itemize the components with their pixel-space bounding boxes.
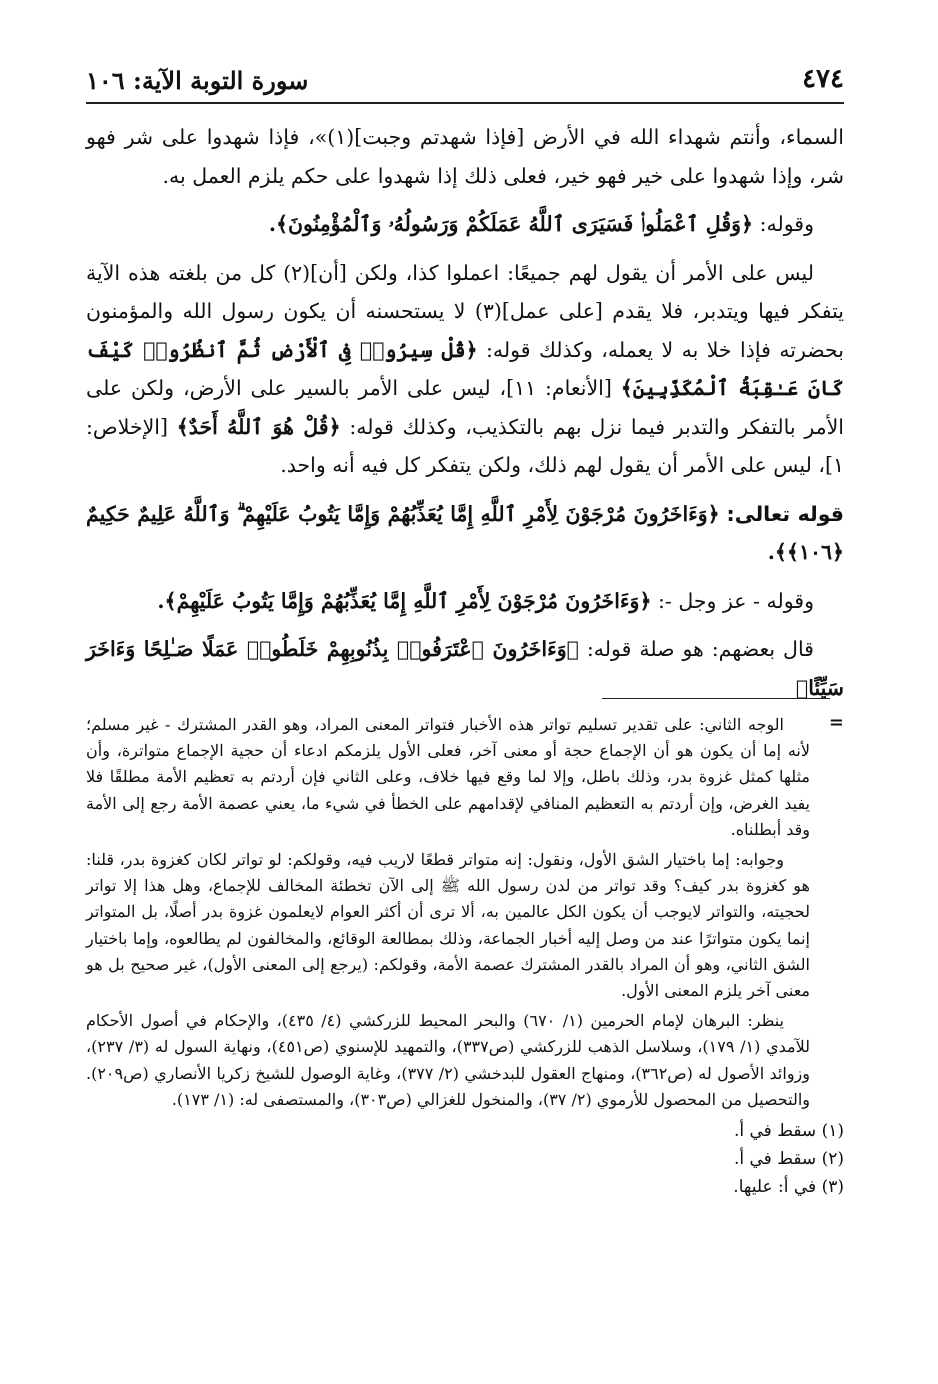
quran-verse-2: ﴿قُلْ سِيرُوا۟ فِى ٱلْأَرْضِ ثُمَّ ٱنظُرُوا۟ كَيْفَ كَانَ عَـٰقِبَةُ ٱلْمُكَذِّبِينَ﴾ (86, 337, 844, 400)
page-header (86, 58, 844, 104)
paragraph-4 (86, 495, 844, 572)
quran-verse-4: ﴿وَءَاخَرُونَ مُرْجَوْنَ لِأَمْرِ ٱللَّهِ إِمَّا يُعَذِّبُهُمْ وَإِمَّا يَتُوبُ عَلَيْهِمْ ۗ وَٱللَّهُ عَلِيمٌ حَكِيمٌ ﴿١٠٦﴾﴾. (86, 501, 844, 564)
paragraph-1 (86, 118, 844, 195)
footnote-list (86, 1117, 844, 1201)
footnote-continuation (86, 712, 844, 1113)
paragraph-2 (86, 205, 844, 244)
paragraph-6-label: قال بعضهم: هو صلة قوله: (586, 637, 814, 661)
paragraph-3-text-c: [الإخلاص: ١]، ليس على الأمر أن يقول لهم ذلك، ولكن يتفكر كل فيه أنه واحد. (86, 414, 844, 477)
continuation-mark: = (828, 712, 844, 733)
paragraph-3 (86, 254, 844, 485)
footnote-item-1: (١) سقط في أ. (733, 1121, 844, 1142)
paragraph-2-label: وقوله: (759, 212, 814, 236)
paragraph-6 (86, 630, 844, 707)
paragraph-5-label: وقوله - عز وجل -: (658, 588, 814, 613)
footnote-paragraph-1: الوجه الثاني: على تقدير تسليم تواتر هذه الأخبار فتواتر المعنى المراد، وهو القدر المشترك - غير مسلم؛ لأنه إما أن يكون هو أن الإجماع حجة أو معنى آخر، فعلى الأول يلزمكم ادعاء أن حجية الإجماع متواترة، وأن مثلها كمثل غزوة بدر، وذلك باطل، وإلا لما وقع فيها خلاف، وعلى الثاني فإن أردتم به تعظيم الأمة مطلقًا فلا يفيد الغرض، وإن أردتم به التعظيم المنافي لإقدامهم على الخطأ في شيء ما، يعني عصمة الأمة رجع إلى الأمة وقد أبطلناه. (86, 715, 811, 839)
quran-verse-6: ﴿وَءَاخَرُونَ ٱعْتَرَفُوا۟ بِذُنُوبِهِمْ خَلَطُوا۟ عَمَلًا صَـٰلِحًا وَءَاخَرَ سَيِّئًا﴾ (86, 637, 844, 700)
footnote-separator (602, 698, 830, 699)
paragraph-3-text-b: [الأنعام: ١١]، ليس على الأمر بالسير على الأرض، ولكن على الأمر بالتفكر والتدبر فيما نزل بهم بالتكذيب، وكذلك قوله: (86, 376, 844, 439)
paragraph-1-text: السماء، وأنتم شهداء الله في الأرض [فإذا شهدتم وجبت](١)»، فإذا شهدوا على شر فهو شر، وإذا شهدوا على خير فهو خير، فعلى ذلك إذا شهدوا على حكم يلزم العمل به. (86, 125, 844, 188)
footnote-paragraph-3: ينظر: البرهان لإمام الحرمين (١/ ٦٧٠) والبحر المحيط للزركشي (٤/ ٤٣٥)، والإحكام في أصول الأحكام للآمدي (١/ ١٧٩)، وسلاسل الذهب للزركشي (ص٣٣٧)، والتمهيد للإسنوي (ص٤٥١)، ونهاية السول له (٣/ ٢٣٧)، وزوائد الأصول له (ص٣٦٢)، ومنهاج العقول للبدخشي (٢/ ٣٧٧)، وغاية الوصول للشيخ زكريا الأنصاري (ص٢٠٩). والتحصيل من المحصول للأرموي (٢/ ٣٧)، والمنخول للغزالي (ص٣٠٣)، والمستصفى له: (١/ ١٧٣). (86, 1011, 811, 1109)
quran-verse-1: ﴿وَقُلِ ٱعْمَلُوا۟ فَسَيَرَى ٱللَّهُ عَمَلَكُمْ وَرَسُولُهُۥ وَٱلْمُؤْمِنُونَ﴾. (268, 212, 754, 236)
footnote-paragraph-2: وجوابه: إما باختيار الشق الأول، ونقول: إنه متواتر قطعًا لاريب فيه، وقولكم: لو تواتر لكان كغزوة بدر، قلنا: هو كغزوة بدر كيف؟ وقد تواتر من لدن رسول الله ﷺ إلى الآن تخطئة المخالف للإجماع، وهل هذا إلا تواتر لحجيته، والتواتر لايوجب أن يكون الكل عالمين به، ألا ترى أن أكثر العوام لايعلمون غزوة بدر أصلًا، بل المتواتر إنما يكون متواترًا عند من وصل إليه أخبار الجماعة، وذلك بمطالعة الوقائع، والمخالفون لم يطالعوه، وإما باختيار الشق الثاني، وهو أن المراد بالقدر المشترك عصمة الأمة، وقولكم: (يرجع إلى المعنى الأول)، غير صحيح بل هو معنى آخر يلزم المعنى الأول. (86, 850, 810, 1001)
verse-heading: قوله تعالى: (726, 501, 844, 526)
running-title: سورة التوبة الآية: ١٠٦ (86, 66, 309, 95)
main-text (86, 118, 844, 717)
quran-verse-3: ﴿قُلْ هُوَ ٱللَّهُ أَحَدٌ﴾ (176, 414, 341, 439)
paragraph-5 (86, 582, 844, 621)
footnote-item-3: (٣) في أ: عليها. (733, 1177, 844, 1198)
footnote-item-2: (٢) سقط في أ. (733, 1149, 844, 1170)
paragraph-3-text-a: ليس على الأمر أن يقول لهم جميعًا: اعملوا كذا، ولكن [أن](٢) كل من بلغته هذه الآية يتفكر فيها ويتدبر، فلا يقدم [على عمل](٣) لا يستحسنه أن يكون رسول الله والمؤمنون بحضرته فإذا خلا به لا يعمله، وكذلك قوله: (86, 260, 845, 362)
footnotes (86, 712, 844, 1201)
page-number: ٤٧٤ (802, 64, 844, 94)
quran-verse-5: ﴿وَءَاخَرُونَ مُرْجَوْنَ لِأَمْرِ ٱللَّهِ إِمَّا يُعَذِّبُهُمْ وَإِمَّا يَتُوبُ عَلَيْهِمْ﴾. (157, 588, 652, 613)
